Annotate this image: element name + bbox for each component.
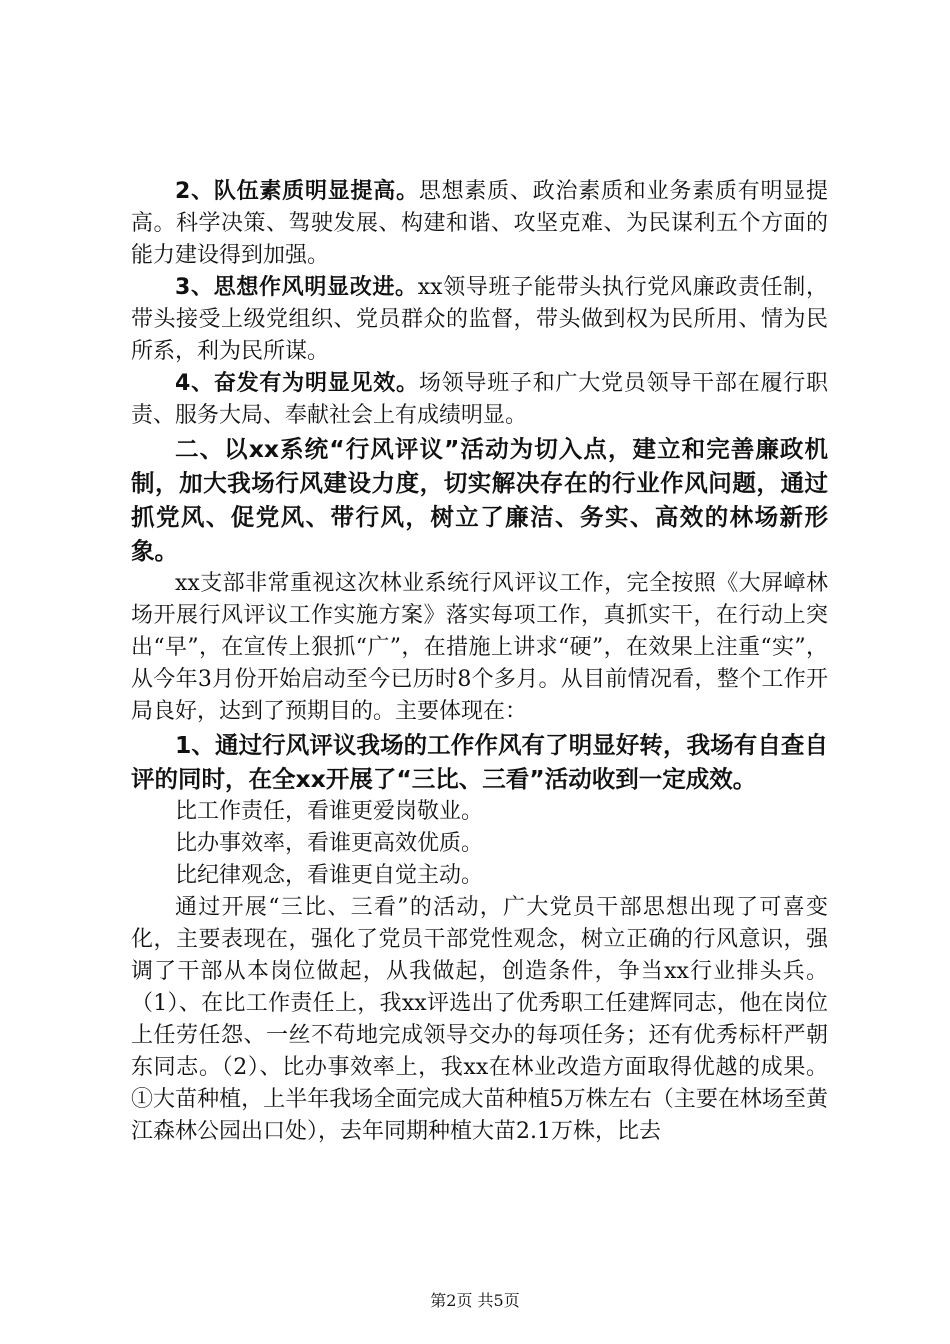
paragraph-1-text: 思想素质、政治素质和业务素质有明显提高。科学决策、驾驶发展、构建和谐、攻坚克难、为民谋利五个方面的能力建设得到加强。 bbox=[131, 179, 828, 268]
paragraph-10 bbox=[131, 892, 828, 1148]
subheading-1 bbox=[131, 728, 828, 796]
section-heading-2 bbox=[131, 432, 828, 568]
paragraph-1 bbox=[131, 176, 828, 272]
paragraph-2-text: xx领导班子能带头执行党风廉政责任制，带头接受上级党组织、党员群众的监督，带头做到权为民所用、情为民所系，利为民所谋。 bbox=[131, 275, 828, 364]
paragraph-9-text: 比纪律观念，看谁更自觉主动。 bbox=[175, 863, 484, 888]
paragraph-5 bbox=[131, 568, 828, 728]
paragraph-2 bbox=[131, 272, 828, 368]
paragraph-2-lead: 3、思想作风明显改进。 bbox=[175, 275, 418, 300]
paragraph-7-text: 比工作责任，看谁更爱岗敬业。 bbox=[175, 799, 484, 824]
paragraph-7 bbox=[131, 796, 828, 828]
paragraph-9 bbox=[131, 860, 828, 892]
paragraph-5-text: xx支部非常重视这次林业系统行风评议工作，完全按照《大屏嶂林场开展行风评议工作实施方案》落实每项工作，真抓实干，在行动上突出“早”，在宣传上狠抓“广”，在措施上讲求“硬”，在效果上注重“实”，从今年3月份开始启动至今已历时8个多月。从目前情况看，整个工作开局良好，达到了预期目的。主要体现在： bbox=[131, 571, 828, 724]
subheading-1-text: 1、通过行风评议我场的工作作风有了明显好转，我场有自查自评的同时，在全xx开展了“三比、三看”活动收到一定成效。 bbox=[131, 731, 828, 793]
paragraph-3 bbox=[131, 368, 828, 432]
document-body bbox=[131, 176, 828, 1148]
paragraph-3-text: 场领导班子和广大党员领导干部在履行职责、服务大局、奉献社会上有成绩明显。 bbox=[131, 371, 828, 428]
section-heading-2-text: 二、以xx系统“行风评议”活动为切入点，建立和完善廉政机制，加大我场行风建设力度，切实解决存在的行业作风问题，通过抓党风、促党风、带行风，树立了廉洁、务实、高效的林场新形象。 bbox=[131, 435, 828, 565]
paragraph-1-lead: 2、队伍素质明显提高。 bbox=[175, 179, 419, 204]
paragraph-8 bbox=[131, 828, 828, 860]
paragraph-10-text: 通过开展“三比、三看”的活动，广大党员干部思想出现了可喜变化，主要表现在，强化了党员干部党性观念，树立正确的行风意识，强调了干部从本岗位做起，从我做起，创造条件，争当xx行业排头兵。（1）、在比工作责任上，我xx评选出了优秀职工任建辉同志，他在岗位上任劳任怨、一丝不苟地完成领导交办的每项任务；还有优秀标杆严朝东同志。（2）、比办事效率上，我xx在林业改造方面取得优越的成果。①大苗种植，上半年我场全面完成大苗种植5万株左右（主要在林场至黄江森林公园出口处），去年同期种植大苗2.1万株，比去 bbox=[131, 895, 828, 1144]
paragraph-3-lead: 4、奋发有为明显见效。 bbox=[175, 371, 419, 396]
page-footer: 第2页 共5页 bbox=[430, 1291, 520, 1310]
paragraph-8-text: 比办事效率，看谁更高效优质。 bbox=[175, 831, 484, 856]
